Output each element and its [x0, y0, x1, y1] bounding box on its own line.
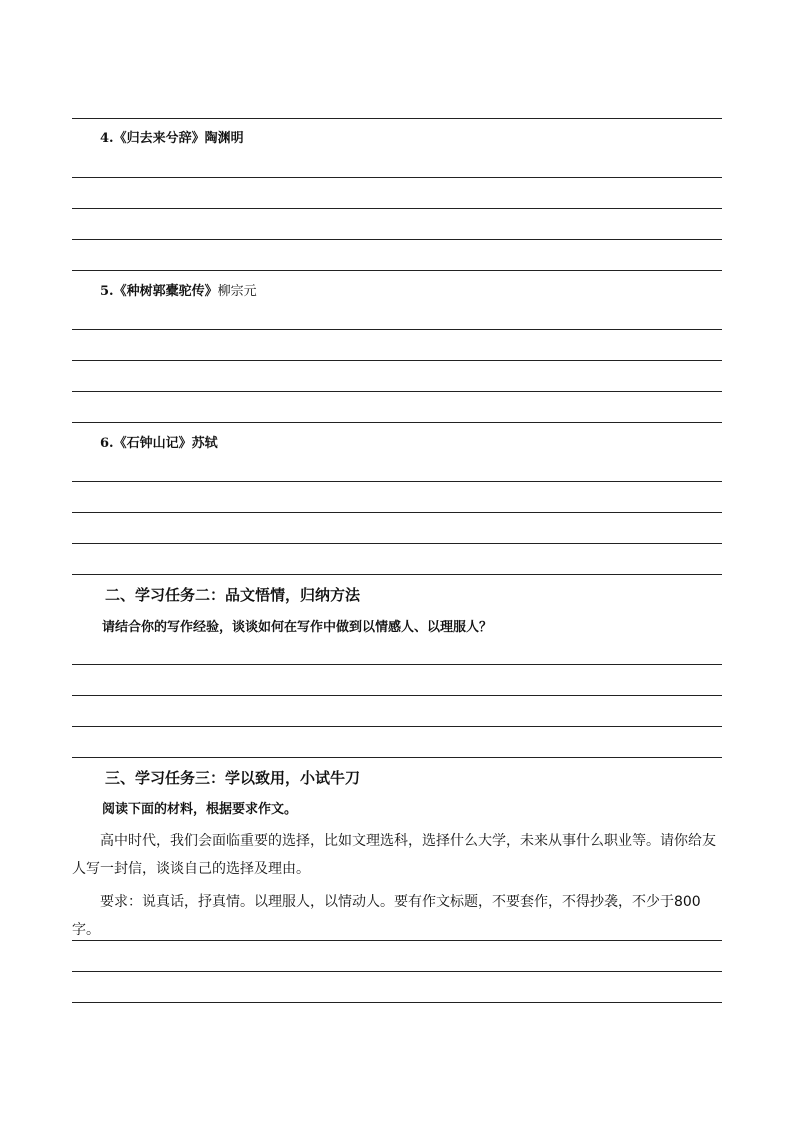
answer-line	[72, 360, 722, 361]
answer-line	[72, 422, 722, 423]
answer-line	[72, 239, 722, 240]
answer-line	[72, 543, 722, 544]
answer-line	[72, 177, 722, 178]
answer-line	[72, 118, 722, 119]
answer-line	[72, 664, 722, 665]
answer-line	[72, 391, 722, 392]
answer-line	[72, 481, 722, 482]
answer-line	[72, 695, 722, 696]
section-3-instruction: 阅读下面的材料，根据要求作文。	[102, 802, 298, 817]
answer-line	[72, 1002, 722, 1003]
section-3-heading: 三、学习任务三：学以致用，小试牛刀	[105, 769, 361, 787]
answer-line	[72, 329, 722, 330]
answer-line	[72, 270, 722, 271]
section-3-paragraph: 高中时代，我们会面临重要的选择，比如文理选科，选择什么大学，未来从事什么职业等。请你给友人写一封信，谈谈自己的选择及理由。	[72, 833, 716, 877]
answer-line	[72, 208, 722, 209]
item-5-author: 柳宗元	[217, 284, 257, 299]
item-5-work: 5.《种树郭橐驼传》	[100, 284, 218, 299]
section-2-heading: 二、学习任务二：品文悟情，归纳方法	[105, 586, 361, 604]
item-6-title: 6.《石钟山记》苏轼	[100, 436, 218, 451]
answer-line	[72, 726, 722, 727]
answer-line	[72, 971, 722, 972]
answer-line	[72, 940, 722, 941]
item-4-title: 4.《归去来兮辞》陶渊明	[100, 131, 244, 146]
answer-line	[72, 757, 722, 758]
section-3-requirements: 要求：说真话，抒真情。以理服人，以情动人。要有作文标题，不要套作，不得抄袭，不少于800字。	[72, 894, 701, 938]
answer-line	[72, 512, 722, 513]
section-2-question: 请结合你的写作经验，谈谈如何在写作中做到以情感人、以理服人？	[102, 620, 493, 635]
item-5-title	[100, 280, 257, 299]
answer-line	[72, 574, 722, 575]
